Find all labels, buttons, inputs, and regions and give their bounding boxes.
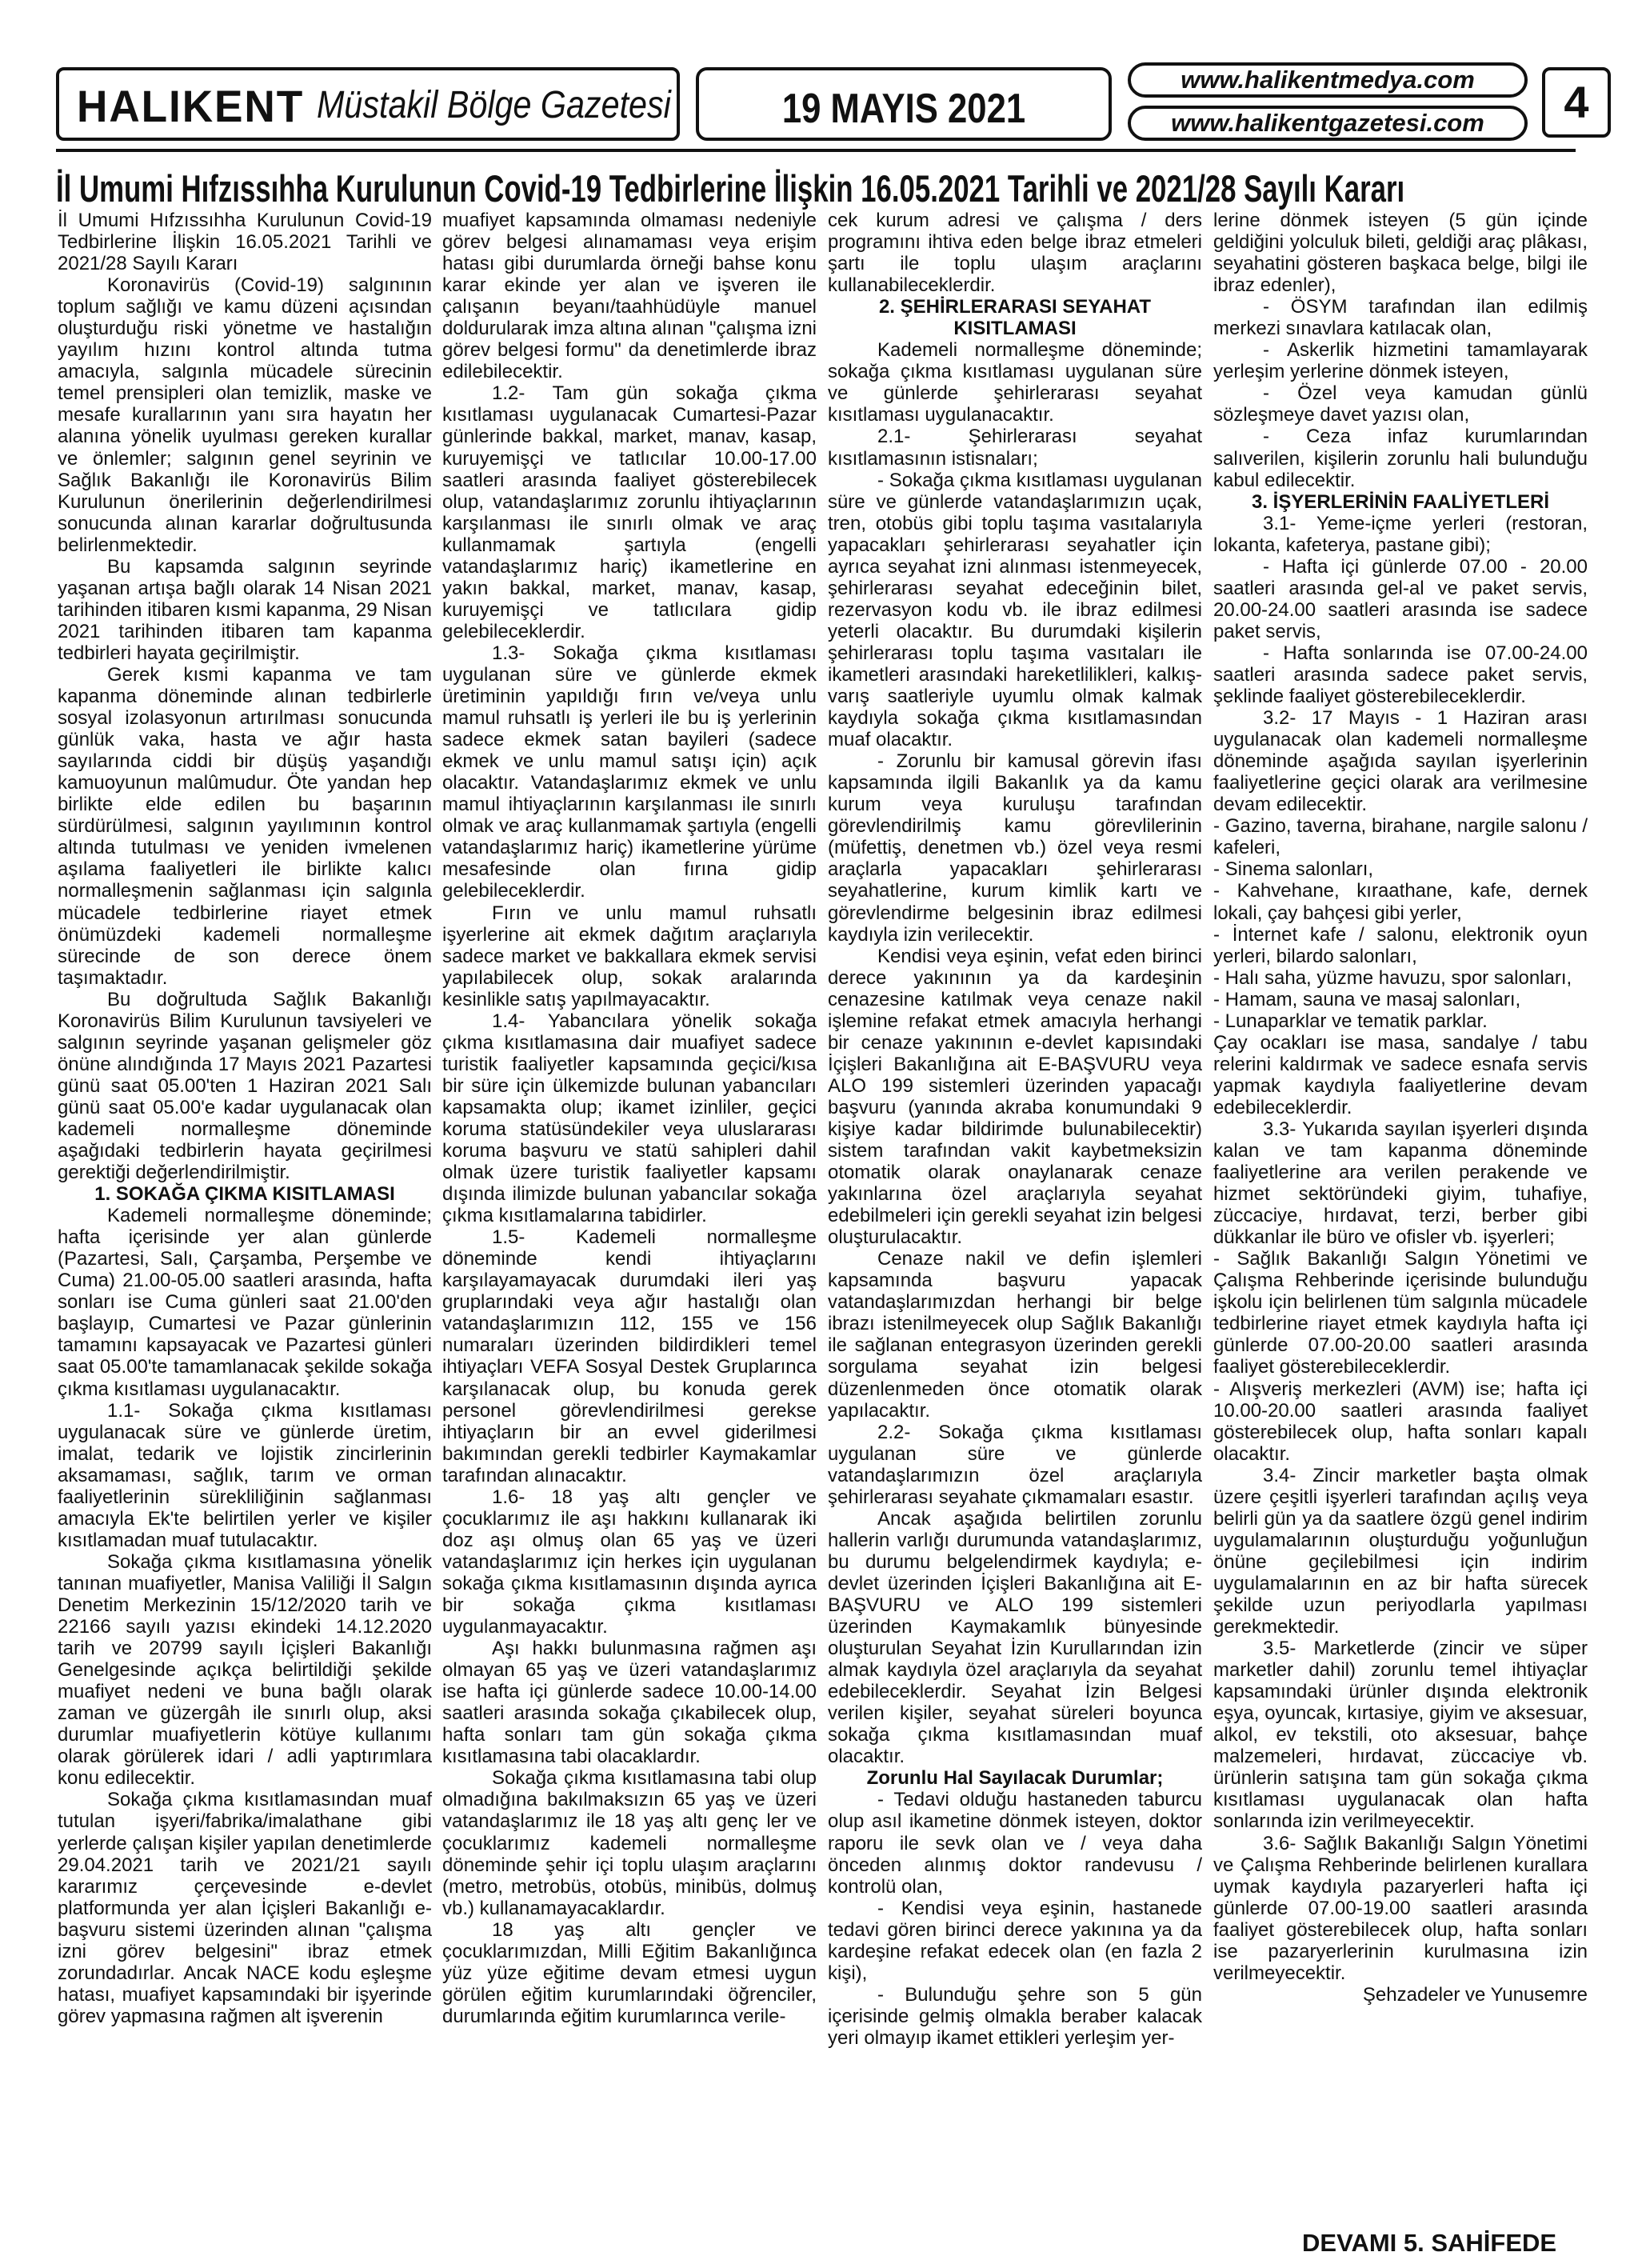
article-paragraph: Aşı hakkı bulunmasına rağmen aşı olmayan 65 yaş ve üzeri vatandaşlarımız ise hafta içi günlerde sadece 10.00-14.00 saatleri arasında sokağa çıkabilecek olup, hafta sonları tam gün sokağa çıkma kısıtlamasına tabi olacaklardır. — [442, 1638, 817, 1768]
article-paragraph: İl Umumi Hıfzıssıhha Kurulunun Covid-19 Tedbirlerine İlişkin 16.05.2021 Tarihli ve 2021/28 Sayılı Kararı — [58, 210, 432, 275]
masthead — [56, 62, 1589, 142]
article-paragraph: - Hafta içi günlerde 07.00 - 20.00 saatleri arasında gel-al ve paket servis, 20.00-24.00 saatleri arasında ise sadece paket servis, — [1213, 555, 1588, 642]
article-paragraph: 3.2- 17 Mayıs - 1 Haziran arası uygulanacak olan kademeli normalleşme döneminde aşağıda sayılan işyerlerinin faaliyetlerine geçici olarak ara verilmesine devam edilecektir. — [1213, 707, 1588, 816]
article-paragraph: - Alışveriş merkezleri (AVM) ise; hafta içi 10.00-20.00 saatleri arasında faaliyet gösterebilecek olup, hafta sonları kapalı olacaktır. — [1213, 1378, 1588, 1465]
article-paragraph: 3.3- Yukarıda sayılan işyerleri dışında kalan ve tam kapanma döneminde faaliyetlerine ara verilen perakende ve hizmet sektöründeki giyim, tuhafiye, züccaciye, hırdavat, terzi, berber gibi dükkanlar ile büro ve ofisler vb. işyerleri; — [1213, 1118, 1588, 1249]
article-paragraph: - Zorunlu bir kamusal görevin ifası kapsamında ilgili Bakanlık ya da kamu kurum veya kuruluşu tarafından görevlendirilmiş kamu görevlilerinin (müfettiş, denetmen vb.) özel veya resmi araçlarla yapacakları şehirlerarası seyahatlerine, kurum kimlik kartı ve görevlendirme belgesinin ibraz edilmesi kaydıyla izin verilecektir. — [828, 750, 1202, 946]
section-heading: 1. SOKAĞA ÇIKMA KISITLAMASI — [94, 1183, 395, 1206]
date-box — [696, 67, 1112, 141]
article-column-2 — [442, 210, 817, 2027]
article-paragraph: Fırın ve unlu mamul ruhsatlı işyerlerine ait ekmek dağıtım araçlarıyla sadece market ve bakkallara ekmek servisi yapılabilecek olup, sokak aralarında kesinlikle satış yapılmayacaktır. — [442, 902, 817, 1010]
article-paragraph: lerine dönmek isteyen (5 gün içinde geldiğini yolculuk bileti, geldiği araç plâkası, seyahatini gösteren başkaca belge, bilgi ile ibraz edenler), — [1213, 210, 1588, 297]
article-paragraph: - Hafta sonlarında ise 07.00-24.00 saatleri arasında sadece paket servis, şeklinde faaliyet gösterebileceklerdir. — [1213, 642, 1588, 708]
article-paragraph: - Hamam, sauna ve masaj salonları, — [1213, 988, 1521, 1010]
section-heading: Zorunlu Hal Sayılacak Durumlar; — [866, 1767, 1164, 1790]
article-paragraph: - Lunaparklar ve tematik parklar. — [1213, 1010, 1488, 1032]
article-headline: İl Umumi Hıfzıssıhha Kurulunun Covid-19 Tedbirlerine İlişkin 16.05.2021 Tarihli ve 2021/28 Sayılı Kararı — [56, 167, 1405, 210]
article-paragraph: Kendisi veya eşinin, vefat eden birinci derece yakınının ya da kardeşinin cenazesine katılmak veya cenaze nakil işlemine refakat etmek amacıyla herhangi bir cenaze yakınının e-devlet kapısındaki İçişleri Bakanlığına ait E-BAŞVURU veya ALO 199 sistemleri üzerinden yapacağı başvuru (yanında akraba konumundaki 9 kişiye kadar bildirimde bulunabilecektir) sistem tarafından vakit kaybetmeksizin otomatik olarak onaylanarak cenaze yakınlarına özel araçlarıyla seyahat edebilmeleri için gerekli seyahat izin belgesi oluşturulacaktır. — [828, 945, 1202, 1249]
section-heading: 2. ŞEHİRLERARASI SEYAHAT KISITLAMASI — [878, 296, 1152, 340]
article-column-3 — [828, 210, 1202, 2049]
brand-box — [56, 67, 680, 141]
article-paragraph: - Sinema salonları, — [1213, 858, 1374, 881]
article-paragraph: 1.3- Sokağa çıkma kısıtlaması uygulanan süre ve günlerde ekmek üretiminin yapıldığı fırın ve/veya unlu mamul ruhsatlı iş yerleri ile bu iş yerlerinin sadece ekmek satan bayileri (sadece ekmek ve unlu mamul satışı için) açık olacaktır. Vatandaşlarımız ekmek ve unlu mamul ihtiyaçlarının karşılanması ile sınırlı olmak ve araç kullanmamak şartıyla (engelli vatandaşlarımız hariç) ikametlerine yürüme mesafesinde olan fırına gidip gelebileceklerdir. — [442, 642, 817, 902]
issue-date: 19 MAYIS 2021 — [781, 86, 1026, 132]
article-paragraph: - İnternet kafe / salonu, elektronik oyun yerleri, bilardo salonları, — [1213, 923, 1588, 967]
page-number: 4 — [1542, 67, 1611, 138]
article-paragraph: - Sağlık Bakanlığı Salgın Yönetimi ve Çalışma Rehberinde içerisinde bulunduğu işkolu için belirlenen tüm salgınla mücadele tedbirlerine riayet etmek kaydıyla hafta içi günlerde 07.00-20.00 saatleri arasında faaliyet gösterebileceklerdir. — [1213, 1248, 1588, 1378]
article-paragraph: 3.4- Zincir marketler başta olmak üzere çeşitli işyerleri tarafından açılış veya belirli gün ya da saatlere özgü genel indirim uygulamalarının oluşturduğu yoğunluğun önüne geçilebilmesi için indirim uygulamalarının en az bir hafta sürecek şekilde uzun periyodlarla yapılması gerekmektedir. — [1213, 1464, 1588, 1638]
article-paragraph: 2.1- Şehirlerarası seyahat kısıtlamasının istisnaları; — [828, 426, 1202, 470]
article-paragraph: 1.6- 18 yaş altı gençler ve çocuklarımız ile aşı hakkını kullanarak iki doz aşı olmuş olan 65 yaş ve üzeri vatandaşlarımız için herkes için uygulanan sokağa çıkma kısıtlamasının dışında ayrıca bir sokağa çıkma kısıtlaması uygulanmayacaktır. — [442, 1486, 817, 1638]
article-paragraph: 18 yaş altı gençler ve çocuklarımızdan, Milli Eğitim Bakanlığınca yüz yüze eğitime devam etmesi uygun görülen eğitim kurumlarındaki öğrenciler, durumlarında eğitim kurumlarınca verile- — [442, 1918, 817, 2027]
article-paragraph: - Askerlik hizmetini tamamlayarak yerleşim yerlerine dönmek isteyen, — [1213, 339, 1588, 383]
article-paragraph: - Ceza infaz kurumlarından salıverilen, kişilerin zorunlu hali bulunduğu kabul edilecektir. — [1213, 426, 1588, 491]
brand-name: HALIKENT — [77, 81, 305, 131]
article-paragraph: Bu kapsamda salgının seyrinde yaşanan artışa bağlı olarak 14 Nisan 2021 tarihinden itibaren kısmi kapanma, 29 Nisan 2021 tarihinden itibaren tam kapanma tedbirleri hayata geçirilmiştir. — [58, 555, 432, 664]
article-paragraph: muafiyet kapsamında olmaması nedeniyle görev belgesi alınamaması veya erişim hatası gibi durumlarda örneği bahse konu karar ekinde yer alan ve işveren ile çalışanın beyanı/taahhüdüyle manuel doldurularak imza altına alınan "çalışma izni görev belgesi formu" da denetimlerde ibraz edilebilecektir. — [442, 210, 817, 383]
website-url-primary: www.halikentmedya.com — [1128, 62, 1528, 98]
masthead-rule — [56, 149, 1576, 152]
article-paragraph: Sokağa çıkma kısıtlamasından muaf tutulan işyeri/fabrika/imalathane gibi yerlerde çalışan kişiler yapılan denetimlerde 29.04.2021 tarih ve 2021/21 sayılı kararımız çerçevesinde e-devlet platformunda yer alan İçişleri Bakanlığı e-başvuru sistemi üzerinden alınan "çalışma izni görev belgesini" ibraz etmek zorundadırlar. Ancak NACE kodu eşleşme hatası, muafiyet kapsamındaki bir işyerinde görev yapmasına rağmen alt işverenin — [58, 1789, 432, 2027]
article-paragraph: 1.5- Kademeli normalleşme döneminde kendi ihtiyaçlarını karşılayamayacak durumdaki ileri yaş gruplarındaki veya ağır hastalığı olan vatandaşlarımızın 112, 155 ve 156 numaraları üzerinden bildirdikleri temel ihtiyaçları VEFA Sosyal Destek Gruplarınca karşılanacak olup, bu konuda gerek personel görevlendirilmesi gerekse ihtiyaçların bir an evvel giderilmesi bakımından gerekli tedbirler Kaymakamlar tarafından alınacaktır. — [442, 1226, 817, 1486]
article-paragraph: 3.6- Sağlık Bakanlığı Salgın Yönetimi ve Çalışma Rehberinde belirlenen kurallara uymak kaydıyla pazaryerleri hafta içi günlerde 07.00-19.00 saatleri arasında faaliyet gösterebilecek olup, hafta sonları ise pazaryerlerinin kurulmasına izin verilmeyecektir. — [1213, 1832, 1588, 1984]
website-url-secondary: www.halikentgazetesi.com — [1128, 106, 1528, 141]
article-paragraph: - Sokağa çıkma kısıtlaması uygulanan süre ve günlerde vatandaşlarımızın uçak, tren, otobüs gibi toplu taşıma vasıtalarıyla yapacakları şehirlerarası seyahatler için ayrıca seyahat izni alınması istenmeyecek, şehirlerarası seyahat edeceğinin bilet, rezervasyon kodu vb. ile ibraz edilmesi yeterli olacaktır. Bu durumdaki kişilerin şehirlerarası toplu taşıma vasıtaları ile ikametleri arasındaki hareketlilikleri, kalkış-varış saatleriyle uyumlu olmak kalmak kaydıyla sokağa çıkma kısıtlamasından muaf olacaktır. — [828, 469, 1202, 751]
article-paragraph: cek kurum adresi ve çalışma / ders programını ihtiva eden belge ibraz etmeleri şartı ile toplu ulaşım araçlarını kullanabileceklerdir. — [828, 210, 1202, 297]
article-paragraph: Koronavirüs (Covid-19) salgınının toplum sağlığı ve kamu düzeni açısından oluşturduğu riski yönetme ve hastalığın yayılım hızını kontrol altında tutma amacıyla, salgınla mücadele sürecinin temel prensipleri olan temizlik, maske ve mesafe kurallarının yanı sıra hayatın her alanına yönelik uyulması gereken kurallar ve önlemler; salgının genel seyrinin ve Sağlık Bakanlığı ile Koronavirüs Bilim Kurulunun önerilerinin değerlendirilmesi sonucunda alınan kararlar doğrultusunda belirlenmektedir. — [58, 274, 432, 556]
article-paragraph: Çay ocakları ise masa, sandalye / tabu relerini kaldırmak ve sadece esnafa servis yapmak kaydıyla faaliyetlerine devam edebileceklerdir. — [1213, 1031, 1588, 1118]
brand-tagline: Müstakil Bölge Gazetesi — [317, 84, 671, 126]
article-paragraph: 1.2- Tam gün sokağa çıkma kısıtlaması uygulanacak Cumartesi-Pazar günlerinde bakkal, market, manav, kasap, kuruyemişçi ve tatlıcılar 10.00-17.00 saatleri arasında faaliyet gösterebilecek olup, vatandaşlarımız zorunlu ihtiyaçlarının karşılanması ile sınırlı olmak ve araç kullanmamak şartıyla (engelli vatandaşlarımız hariç) ikametlerine en yakın bakkal, market, manav, kasap, kuruyemişçi ve tatlıcılara gidip gelebileceklerdir. — [442, 382, 817, 642]
article-paragraph: - Özel veya kamudan günlü sözleşmeye davet yazısı olan, — [1213, 382, 1588, 426]
article-paragraph: Kademeli normalleşme döneminde; sokağa çıkma kısıtlaması uygulanan süre ve günlerde şehirlerarası seyahat kısıtlaması uygulanacaktır. — [828, 339, 1202, 426]
article-paragraph: - Gazino, taverna, birahane, nargile salonu / kafeleri, — [1213, 815, 1588, 859]
article-paragraph: - Halı saha, yüzme havuzu, spor salonları, — [1213, 966, 1572, 989]
article-paragraph: 1.4- Yabancılara yönelik sokağa çıkma kısıtlamasına dair muafiyet sadece turistik faaliyetler kapsamında geçici/kısa bir süre için ülkemizde bulunan yabancıları kapsamakta olup; ikamet izinliler, geçici koruma statüsündekiler veya uluslararası koruma başvuru ve statü sahipleri dahil olmak üzere turistik faaliyetler kapsamı dışında ilimizde bulunan yabancılar sokağa çıkma kısıtlamalarına tabidirler. — [442, 1010, 817, 1227]
article-paragraph: Sokağa çıkma kısıtlamasına yönelik tanınan muafiyetler, Manisa Valiliği İl Salgın Denetim Merkezinin 15/12/2020 tarih ve 22166 sayılı yazısı ekindeki 14.12.2020 tarih ve 20799 sayılı İçişleri Bakanlığı Genelgesinde açıkça belirtildiği şekilde muafiyet nedeni ve buna bağlı olarak zaman ve güzergâh ile sınırlı olup, aksi durumlar muafiyetlerin kötüye kullanımı olarak görülerek idari / adli yaptırımlara konu edilecektir. — [58, 1550, 432, 1790]
article-paragraph: - Bulunduğu şehre son 5 gün içerisinde gelmiş olmakla beraber kalacak yeri olmayıp ikamet ettikleri yerleşim yer- — [828, 1983, 1202, 2049]
article-column-1 — [58, 210, 432, 2027]
article-paragraph: Kademeli normalleşme döneminde; hafta içerisinde yer alan günlerde (Pazartesi, Salı, Çarşamba, Perşembe ve Cuma) 21.00-05.00 saatleri arasında, hafta sonları ise Cuma günleri saat 21.00'den başlayıp, Cumartesi ve Pazar günlerinin tamamını kapsayacak ve Pazartesi günleri saat 05.00'te tamamlanacak şekilde sokağa çıkma kısıtlaması uygulanacaktır. — [58, 1205, 432, 1400]
article-paragraph: 2.2- Sokağa çıkma kısıtlaması uygulanan süre ve günlerde vatandaşlarımızın özel araçlarıyla şehirlerarası seyahate çıkmamaları esastır. — [828, 1421, 1202, 1508]
article-paragraph: 1.1- Sokağa çıkma kısıtlaması uygulanacak süre ve günlerde üretim, imalat, tedarik ve lojistik zincirlerinin aksamaması, sağlık, tarım ve orman faaliyetlerinin sürekliliğinin sağlanması amacıyla Ek'te belirtilen yerler ve kişiler kısıtlamadan muaf tutulacaktır. — [58, 1399, 432, 1551]
continued-on-page-note: DEVAMI 5. SAHİFEDE — [1302, 2229, 1557, 2257]
author-signature: Şehzadeler ve Yunusemre — [1362, 1983, 1588, 2006]
article-paragraph: - ÖSYM tarafından ilan edilmiş merkezi sınavlara katılacak olan, — [1213, 296, 1588, 340]
article-paragraph: 3.5- Marketlerde (zincir ve süper marketler dahil) zorunlu temel ihtiyaçlar kapsamındaki ürünler dışında elektronik eşya, oyuncak, kırtasiye, giyim ve aksesuar, alkol, ev tekstili, oto aksesuar, bahçe malzemeleri, hırdavat, züccaciye vb. ürünlerin satışına tam gün sokağa çıkma kısıtlaması uygulanacak olan hafta sonlarında izin verilmeyecektir. — [1213, 1638, 1588, 1833]
article-paragraph: Ancak aşağıda belirtilen zorunlu hallerin varlığı durumunda vatandaşlarımız, bu durumu belgelendirmek kaydıyla; e-devlet üzerinden İçişleri Bakanlığına ait E-BAŞVURU ve ALO 199 sistemleri üzerinden Kaymakamlık bünyesinde oluşturulan Seyahat İzin Kurullarından izin almak kaydıyla özel araçlarıyla da seyahat edebileceklerdir. Seyahat İzin Belgesi verilen kişiler, seyahat süreleri boyunca sokağa çıkma kısıtlamasından muaf olacaktır. — [828, 1507, 1202, 1768]
article-paragraph: Bu doğrultuda Sağlık Bakanlığı Koronavirüs Bilim Kurulunun tavsiyeleri ve salgının seyrinde yaşanan gelişmeler göz önüne alındığında 17 Mayıs 2021 Pazartesi günü saat 05.00'ten 1 Haziran 2021 Salı günü saat 05.00'e kadar uygulanacak olan kademeli normalleşme döneminde aşağıdaki tedbirlerin hayata geçirilmesi gerektiği değerlendirilmiştir. — [58, 988, 432, 1184]
article-paragraph: - Kahvehane, kıraathane, kafe, dernek lokali, çay bahçesi gibi yerler, — [1213, 880, 1588, 924]
article-paragraph: Gerek kısmi kapanma ve tam kapanma döneminde alınan tedbirlerle sosyal izolasyonun artırılması sonucunda günlük vaka, hasta ve ağır hasta sayılarında ciddi bir düşüş yaşandığı kamuoyunun malûmudur. Öte yandan hep birlikte elde edilen bu başarının sürdürülmesi, salgının yayılımının kontrol altında tutulması ve yeniden ivmelenen aşılama faaliyetleri ile birlikte kalıcı normalleşmenin sağlanması için salgınla mücadele tedbirlerine riayet etmek önümüzdeki kademeli normalleşme sürecinde de son derece önem taşımaktadır. — [58, 663, 432, 989]
article-paragraph: Cenaze nakil ve defin işlemleri kapsamında başvuru yapacak vatandaşlarımızdan herhangi bir belge ibrazı istenilmeyecek olup Sağlık Bakanlığı ile sağlanan entegrasyon üzerinden gerekli sorgulama seyahat izin belgesi düzenlenmeden önce otomatik olarak yapılacaktır. — [828, 1248, 1202, 1422]
article-paragraph: - Kendisi veya eşinin, hastanede tedavi gören birinci derece yakınına ya da kardeşine refakat edecek olan (en fazla 2 kişi), — [828, 1897, 1202, 1984]
article-paragraph: Sokağa çıkma kısıtlamasına tabi olup olmadığına bakılmaksızın 65 yaş ve üzeri vatandaşlarımız ile 18 yaş altı genç ler ve çocuklarımız kademeli normalleşme döneminde şehir içi toplu ulaşım araçlarını (metro, metrobüs, otobüs, minibüs, dolmuş vb.) kullanamayacaklardır. — [442, 1767, 817, 1919]
article-paragraph: - Tedavi olduğu hastaneden taburcu olup asıl ikametine dönmek isteyen, doktor raporu ile sevk olan ve / veya daha önceden alınmış doktor randevusu / kontrolü olan, — [828, 1789, 1202, 1898]
section-heading: 3. İŞYERLERİNİN FAALİYETLERİ — [1251, 490, 1550, 513]
article-column-4 — [1213, 210, 1588, 2006]
article-paragraph: 3.1- Yeme-içme yerleri (restoran, lokanta, kafeterya, pastane gibi); — [1213, 512, 1588, 556]
